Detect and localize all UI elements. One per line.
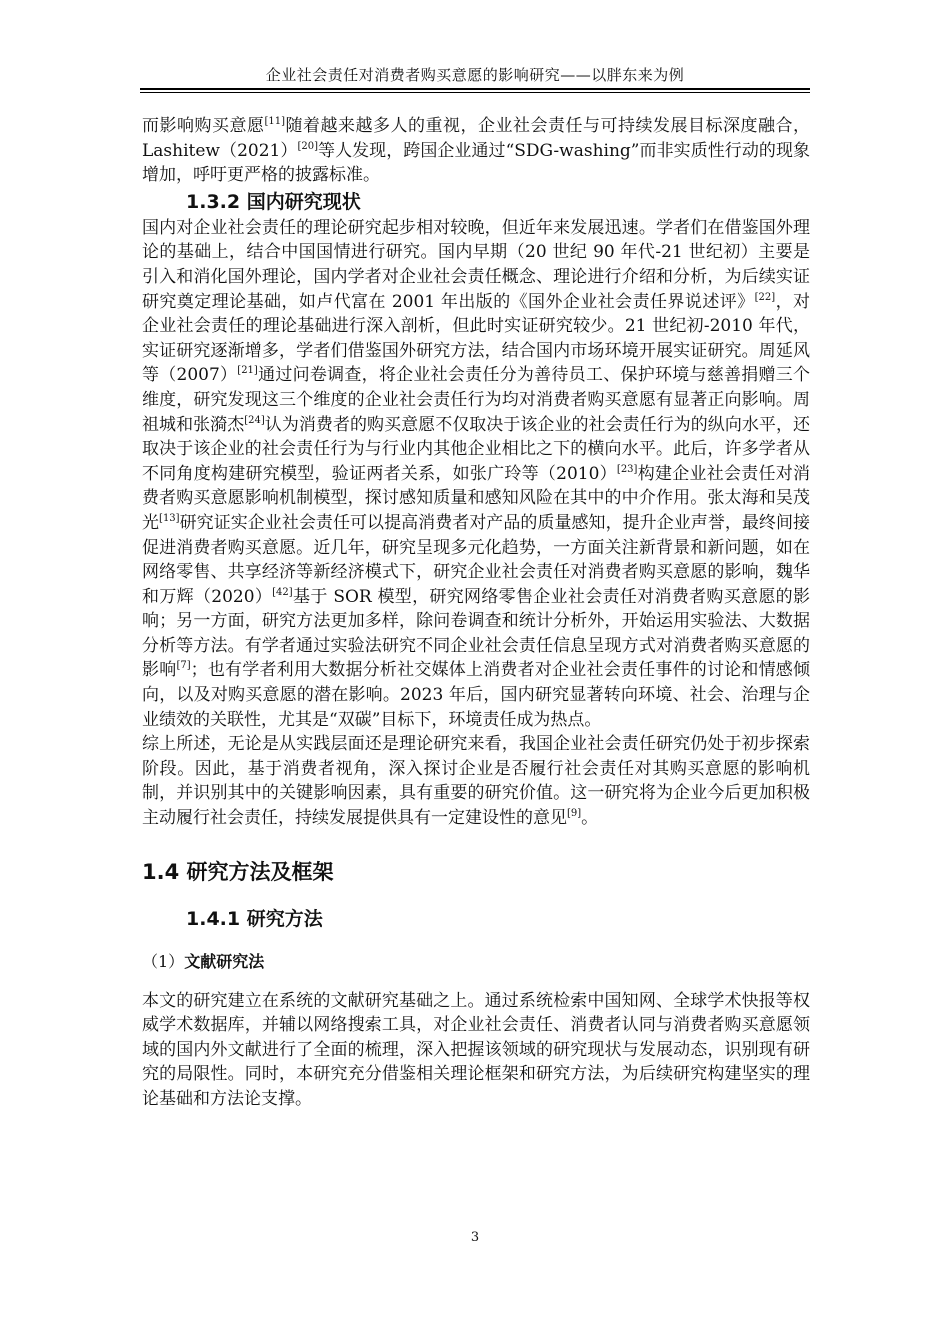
- section-heading-1-4: 1.4 研究方法及框架: [142, 859, 334, 884]
- citation-marker: [7]: [176, 660, 191, 672]
- citation-marker: [42]: [272, 586, 293, 598]
- running-header: 企业社会责任对消费者购买意愿的影响研究——以胖东来为例: [265, 66, 685, 84]
- citation-marker: [22]: [754, 291, 776, 303]
- citation-marker: [13]: [159, 512, 180, 524]
- paragraph-domestic-research: 国内对企业社会责任的理论研究起步相对较晚，但近年来发展迅速。学者们在借鉴国外理论的基础上，结合中国国情进行研究。国内早期（20 世纪 90 年代-21 世纪初）主要是引入和消化国外理论，国内学者对企业社会责任概念、理论进行介绍和分析，为后续实证研究奠定理论基础，如卢代富在 2001 年出版的《国外企业社会责任界说述评》[22]，对企业社会责任的理论基础进行深入剖析，但此时实证研究较少。21 世纪初-2010 年代，实证研究逐渐增多，学者们借鉴国外研究方法，结合国内市场环境开展实证研究。周延风等（2007）[21]通过问卷调查，将企业社会责任分为善待员工、保护环境与慈善捐赠三个维度，研究发现这三个维度的企业社会责任行为均对消费者购买意愿有显著正向影响。周祖城和张漪杰[24]认为消费者的购买意愿不仅取决于该企业的社会责任行为的纵向水平，还取决于该企业的社会责任行为与行业内其他企业相比之下的横向水平。此后，许多学者从不同角度构建研究模型，验证两者关系，如张广玲等（2010）[23]构建企业社会责任对消费者购买意愿影响机制模型，探讨感知质量和感知风险在其中的中介作用。张太海和吴茂光[13]研究证实企业社会责任可以提高消费者对产品的质量感知，提升企业声誉，最终间接促进消费者购买意愿。近几年，研究呈现多元化趋势，一方面关注新背景和新问题，如在网络零售、共享经济等新经济模式下，研究企业社会责任对消费者购买意愿的影响，魏华和万辉（2020）[42]基于 SOR 模型，研究网络零售企业社会责任对消费者购买意愿的影响；另一方面，研究方法更加多样，除问卷调查和统计分析外，开始运用实验法、大数据分析等方法。有学者通过实验法研究不同企业社会责任信息呈现方式对消费者购买意愿的影响[7]；也有学者利用大数据分析社交媒体上消费者对企业社会责任事件的讨论和情感倾向，以及对购买意愿的潜在影响。2023 年后，国内研究显著转向环境、社会、治理与企业绩效的关联性，尤其是“双碳”目标下，环境责任成为热点。: [142, 217, 811, 730]
- page-number: 3: [470, 1230, 480, 1245]
- paragraph-continuation: 而影响购买意愿[11]随着越来越多人的重视，企业社会责任与可持续发展目标深度融合，Lashitew（2021）[20]等人发现，跨国企业通过“SDG-washing”而非实质性行动的现象增加，呼吁更严格的披露标准。: [142, 116, 811, 186]
- page-content: [142, 114, 810, 1112]
- section-heading-1-3-2: 1.3.2 国内研究现状: [186, 190, 361, 213]
- citation-marker: [9]: [567, 808, 582, 820]
- method-title: 文献研究法: [184, 951, 265, 971]
- citation-marker: [21]: [237, 365, 258, 377]
- paragraph-literature-method: 本文的研究建立在系统的文献研究基础之上。通过系统检索中国知网、全球学术快报等权威学术数据库，并辅以网络搜索工具，对企业社会责任、消费者认同与消费者购买意愿领域的国内外文献进行了全面的梳理，深入把握该领域的研究现状与发展动态，识别现有研究的局限性。同时，本研究充分借鉴相关理论框架和研究方法，为后续研究构建坚实的理论基础和方法论支撑。: [142, 990, 810, 1109]
- citation-marker: [11]: [264, 116, 286, 127]
- paragraph-summary: 综上所述，无论是从实践层面还是理论研究来看，我国企业社会责任研究仍处于初步探索阶段。因此，基于消费者视角，深入探讨企业是否履行社会责任对其购买意愿的影响机制，并识别其中的关键影响因素，具有重要的研究价值。这一研究将为企业今后更加积极主动履行社会责任，持续发展提供具有一定建设性的意见[9]。: [142, 734, 810, 829]
- citation-marker: [24]: [244, 414, 265, 426]
- header-rule: [140, 88, 810, 90]
- citation-marker: [23]: [616, 463, 638, 475]
- method-number: （1）: [142, 951, 185, 971]
- section-heading-1-4-1: 1.4.1 研究方法: [186, 907, 323, 930]
- citation-marker: [20]: [297, 140, 318, 152]
- method-heading-literature: [142, 949, 810, 975]
